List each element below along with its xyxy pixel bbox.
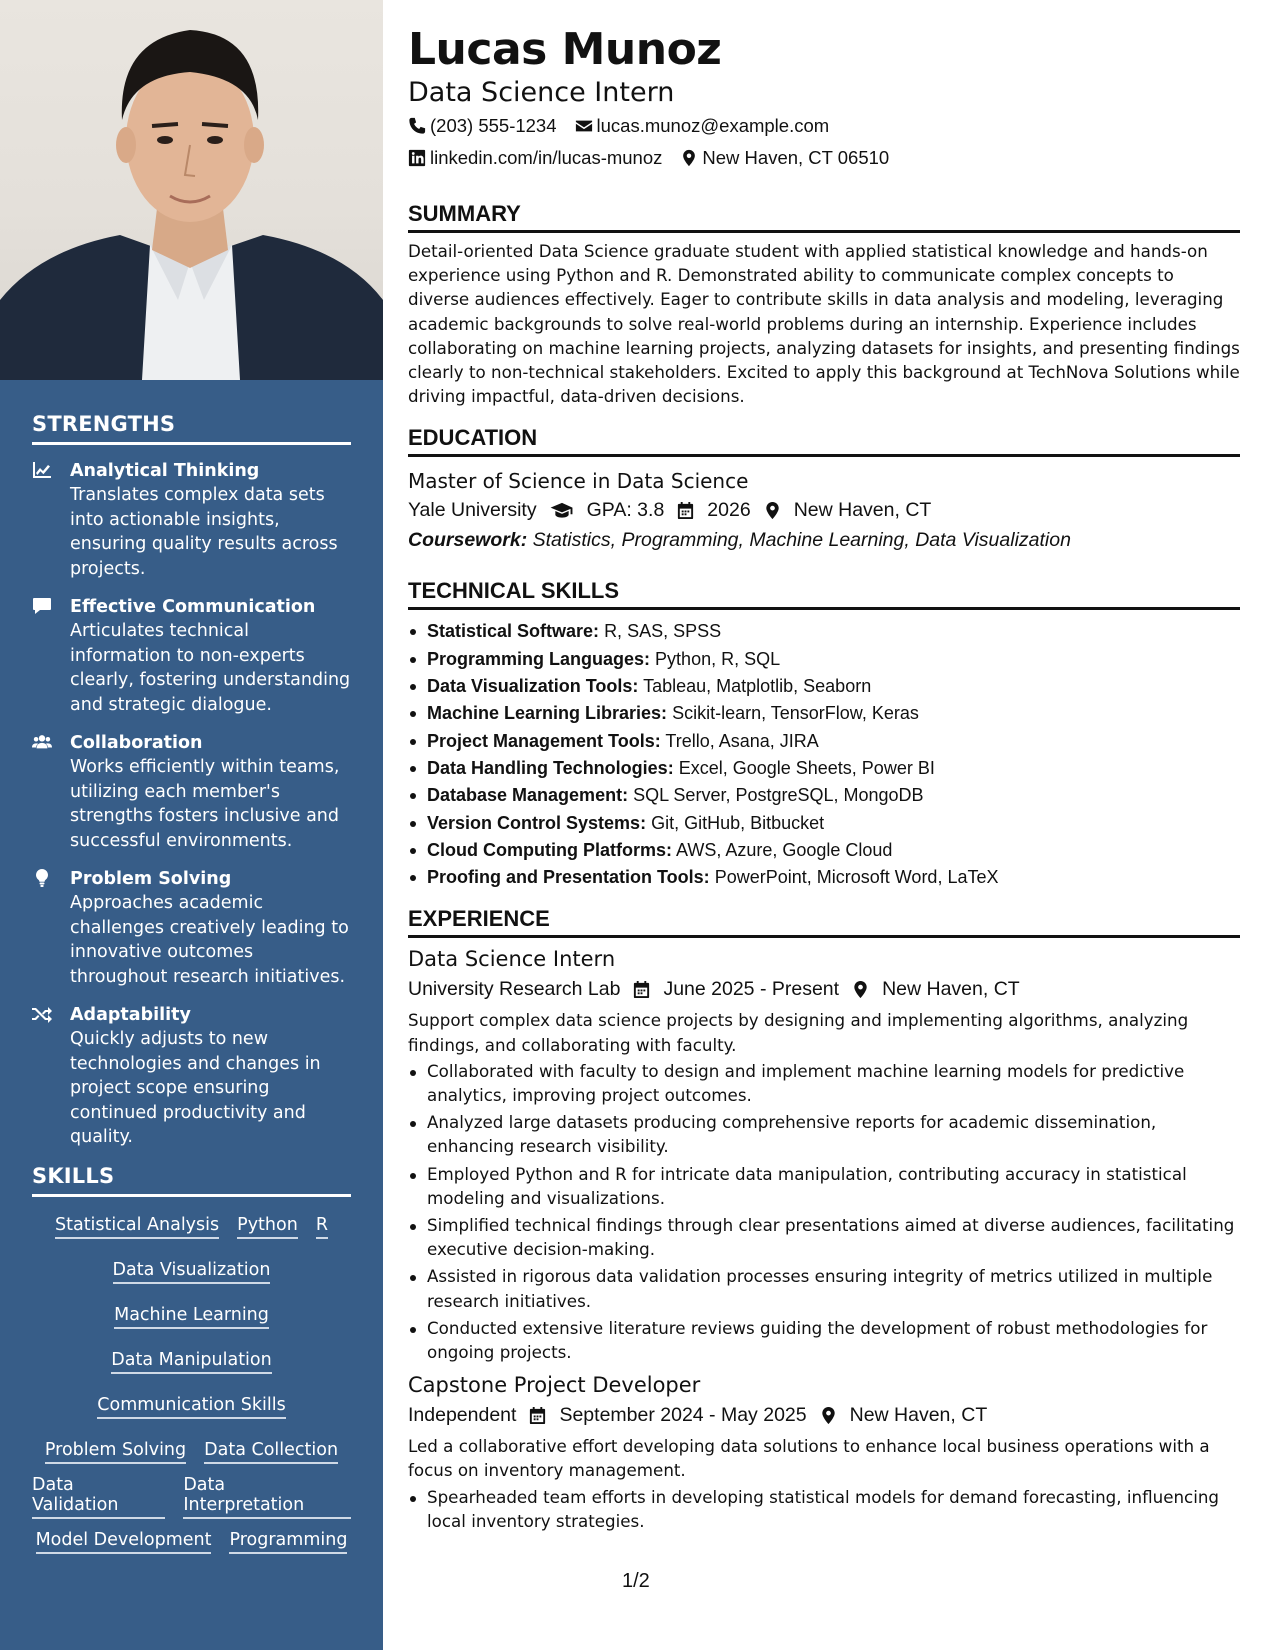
skill-tag: Data Visualization (113, 1260, 271, 1284)
skill-row (32, 1295, 351, 1340)
job-entry (408, 944, 1240, 1364)
technical-skill-item: Cloud Computing Platforms: AWS, Azure, Google Cloud (408, 837, 1240, 864)
skill-row (32, 1520, 351, 1565)
job-organization: Independent (408, 1404, 517, 1427)
skill-row (32, 1475, 351, 1520)
calendar-icon (632, 980, 651, 999)
linkedin-text: linkedin.com/in/lucas-munoz (430, 147, 663, 168)
coursework-label: Coursework: (408, 529, 528, 552)
candidate-role: Data Science Intern (408, 77, 675, 108)
strengths-heading: STRENGTHS (32, 412, 351, 445)
job-bullet: Simplified technical findings through clear presentations aimed at diverse audiences, facilitating executive decision-making. (408, 1213, 1240, 1261)
strength-description: Approaches academic challenges creatively leading to innovative outcomes throughout research initiatives. (70, 893, 349, 987)
job-location: New Haven, CT (882, 978, 1020, 1001)
phone-text: (203) 555-1234 (430, 115, 557, 136)
linkedin-icon (408, 149, 426, 167)
summary-text: Detail-oriented Data Science graduate student with applied statistical knowledge and hands-on experience using Python and R. Demonstrated ability to communicate complex concepts to diverse audiences effectively. Eager to contribute skills in data analysis and modeling, leveraging academic backgrounds to solve real-world problems during an internship. Experience includes collaborating on machine learning projects, analyzing datasets for insights, and presenting findings clearly to non-technical stakeholders. Excited to apply this background at TechNova Solutions while driving impactful, data-driven decisions. (408, 241, 1240, 407)
strength-item (32, 459, 351, 581)
lightbulb-icon (32, 867, 70, 989)
strength-title: Effective Communication (70, 597, 316, 617)
skill-row (32, 1430, 351, 1475)
linkedin-contact[interactable] (408, 142, 662, 174)
shuffle-icon (32, 1003, 70, 1150)
skill-row (32, 1340, 351, 1385)
skill-tag: Programming (229, 1530, 347, 1554)
technical-skill-item: Data Visualization Tools: Tableau, Matplotlib, Seaborn (408, 673, 1240, 700)
job-bullet: Analyzed large datasets producing comprehensive reports for academic dissemination, enhancing research visibility. (408, 1110, 1240, 1158)
location-contact (680, 142, 889, 174)
job-summary: Support complex data science projects by designing and implementing algorithms, analyzing findings, and collaborating with faculty. (408, 1010, 1189, 1055)
job-bullet: Collaborated with faculty to design and implement machine learning models for predictive analytics, improving project outcomes. (408, 1059, 1240, 1107)
job-title: Capstone Project Developer (408, 1373, 701, 1398)
map-marker-icon (819, 1406, 838, 1425)
experience-heading: EXPERIENCE (408, 905, 1240, 938)
phone-contact[interactable] (408, 110, 557, 142)
contact-info (408, 110, 1240, 174)
main-content (408, 0, 1240, 1536)
job-dates: September 2024 - May 2025 (559, 1404, 807, 1427)
skill-tag: Data Collection (204, 1440, 338, 1464)
email-contact[interactable] (575, 110, 830, 142)
strength-item (32, 867, 351, 989)
technical-skill-item: Project Management Tools: Trello, Asana, JIRA (408, 728, 1240, 755)
job-bullets (408, 1059, 1240, 1364)
skill-tag: Model Development (36, 1530, 212, 1554)
profile-photo (0, 0, 383, 380)
technical-skills-list (408, 618, 1240, 891)
gpa-text: GPA: 3.8 (586, 499, 665, 522)
skills-heading: SKILLS (32, 1164, 351, 1197)
skill-row (32, 1385, 351, 1430)
skill-tag: Statistical Analysis (55, 1215, 219, 1239)
strength-item (32, 731, 351, 853)
technical-skill-item: Proofing and Presentation Tools: PowerPoint, Microsoft Word, LaTeX (408, 864, 1240, 891)
skill-tag: Communication Skills (97, 1395, 285, 1419)
calendar-icon (676, 501, 695, 520)
summary-heading: SUMMARY (408, 200, 1240, 233)
job-meta (408, 1400, 1240, 1430)
job-entry (408, 1370, 1240, 1533)
sidebar (0, 0, 383, 1650)
skill-tag: Machine Learning (114, 1305, 269, 1329)
chart-line-icon (32, 459, 70, 581)
skill-tag: Data Manipulation (111, 1350, 271, 1374)
job-dates: June 2025 - Present (663, 978, 840, 1001)
education-meta (408, 495, 1240, 525)
school-location: New Haven, CT (793, 499, 932, 522)
job-bullet: Spearheaded team efforts in developing statistical models for demand forecasting, influencing local inventory strategies. (408, 1485, 1240, 1533)
users-icon (32, 731, 70, 853)
technical-skills-heading: TECHNICAL SKILLS (408, 577, 1240, 610)
strength-title: Problem Solving (70, 869, 232, 889)
job-bullet: Conducted extensive literature reviews guiding the development of robust methodologies for ongoing projects. (408, 1316, 1240, 1364)
technical-skill-item: Database Management: SQL Server, PostgreSQL, MongoDB (408, 782, 1240, 809)
graduation-cap-icon (549, 501, 575, 520)
page-number: 1/2 (622, 1570, 650, 1592)
strength-item (32, 595, 351, 717)
technical-skill-item: Programming Languages: Python, R, SQL (408, 646, 1240, 673)
skill-row (32, 1205, 351, 1250)
degree-title: Master of Science in Data Science (408, 469, 749, 494)
job-summary: Led a collaborative effort developing data solutions to enhance local business operations with a focus on inventory management. (408, 1436, 1210, 1481)
map-marker-icon (851, 980, 870, 999)
calendar-icon (528, 1406, 547, 1425)
coursework-list: Statistics, Programming, Machine Learning, Data Visualization (532, 529, 1071, 552)
skill-tag: Data Interpretation (183, 1475, 351, 1519)
phone-icon (408, 117, 426, 135)
map-marker-icon (680, 149, 698, 167)
map-marker-icon (763, 501, 782, 520)
skill-row (32, 1250, 351, 1295)
job-bullets (408, 1485, 1240, 1533)
envelope-icon (575, 117, 593, 135)
job-bullet: Employed Python and R for intricate data manipulation, contributing accuracy in statistical modeling and visualizations. (408, 1162, 1240, 1210)
graduation-year: 2026 (707, 499, 751, 522)
candidate-name: Lucas Munoz (408, 24, 722, 75)
coursework (408, 525, 1240, 555)
skill-tag: Python (237, 1215, 298, 1239)
school-name: Yale University (408, 499, 537, 522)
technical-skill-item: Machine Learning Libraries: Scikit-learn, TensorFlow, Keras (408, 700, 1240, 727)
education-heading: EDUCATION (408, 424, 1240, 457)
strength-description: Translates complex data sets into actionable insights, ensuring quality results across projects. (70, 485, 338, 579)
strength-description: Works efficiently within teams, utilizing each member's strengths fosters inclusive and successful environments. (70, 757, 340, 851)
strength-title: Collaboration (70, 733, 203, 753)
email-text: lucas.munoz@example.com (596, 115, 830, 136)
strength-description: Articulates technical information to non-experts clearly, fostering understanding and strategic dialogue. (70, 621, 351, 715)
job-meta (408, 974, 1240, 1004)
strength-title: Adaptability (70, 1005, 191, 1025)
strength-description: Quickly adjusts to new technologies and changes in project scope ensuring continued productivity and quality. (70, 1029, 321, 1147)
comment-icon (32, 595, 70, 717)
strength-item (32, 1003, 351, 1150)
strength-title: Analytical Thinking (70, 461, 260, 481)
location-text: New Haven, CT 06510 (702, 147, 890, 168)
job-organization: University Research Lab (408, 978, 621, 1001)
job-bullet: Assisted in rigorous data validation processes ensuring integrity of metrics utilized in multiple research initiatives. (408, 1264, 1240, 1312)
technical-skill-item: Statistical Software: R, SAS, SPSS (408, 618, 1240, 645)
skill-tag: R (316, 1215, 328, 1239)
technical-skill-item: Data Handling Technologies: Excel, Google Sheets, Power BI (408, 755, 1240, 782)
job-title: Data Science Intern (408, 947, 616, 972)
skill-tag: Data Validation (32, 1475, 165, 1519)
technical-skill-item: Version Control Systems: Git, GitHub, Bitbucket (408, 810, 1240, 837)
job-location: New Haven, CT (849, 1404, 988, 1427)
skill-tag: Problem Solving (45, 1440, 186, 1464)
